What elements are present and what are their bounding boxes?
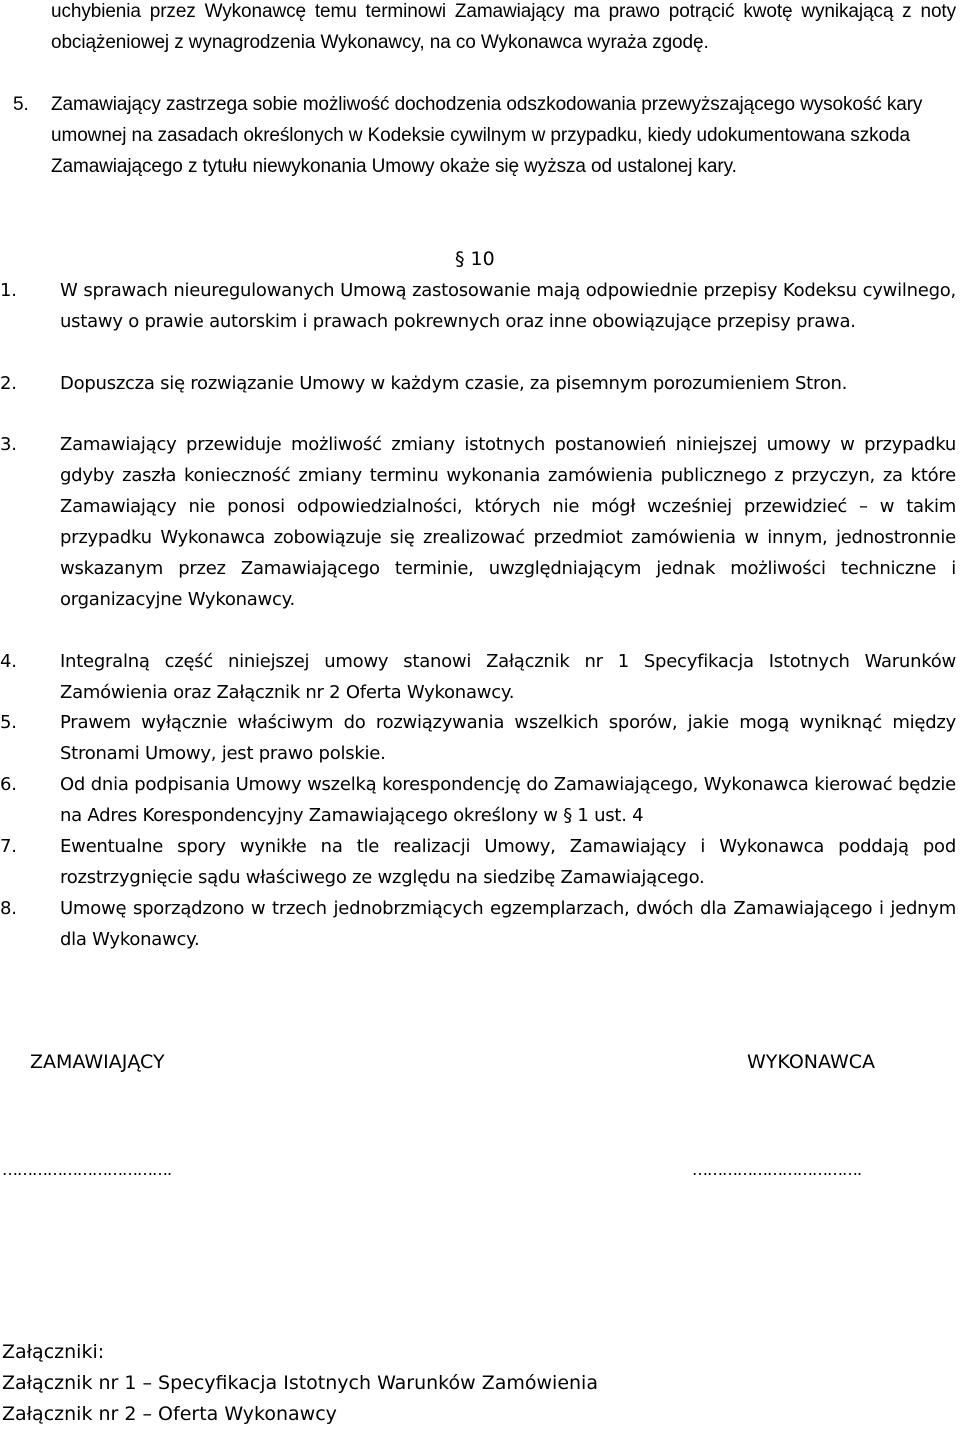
list-item-number: 5. <box>0 712 17 733</box>
list-item <box>0 831 956 893</box>
list-item-text: Integralną część niniejszej umowy stanowi Załącznik nr 1 Specyfikacja Istotnych Warunków Zamówienia oraz Załącznik nr 2 Oferta Wykonawcy. <box>60 651 956 703</box>
list-item-number: 3. <box>0 434 17 455</box>
attachment-item: Załącznik nr 2 – Oferta Wykonawcy <box>2 1403 337 1425</box>
signature-line-contractor: ……………………………. <box>692 1160 862 1179</box>
list-item-number: 8. <box>0 898 17 919</box>
prev-item-number: 5. <box>13 94 29 115</box>
list-item-text: Od dnia podpisania Umowy wszelką korespondencję do Zamawiającego, Wykonawca kierować będzie na Adres Korespondencyjny Zamawiającego określony w § 1 ust. 4 <box>60 774 956 826</box>
list-item-text: Umowę sporządzono w trzech jednobrzmiących egzemplarzach, dwóch dla Zamawiającego i jednym dla Wykonawcy. <box>60 898 956 950</box>
list-item <box>0 646 956 708</box>
list-item <box>0 429 956 615</box>
list-item-number: 6. <box>0 774 17 795</box>
prev-section-item <box>13 89 956 182</box>
signature-label-contractor: WYKONAWCA <box>747 1051 875 1073</box>
list-item-text: W sprawach nieuregulowanych Umową zastosowanie mają odpowiednie przepisy Kodeksu cywilnego, ustawy o prawie autorskim i prawach pokrewnych oraz inne obowiązujące przepisy prawa. <box>60 280 956 332</box>
signature-label-ordering-party: ZAMAWIAJĄCY <box>30 1051 165 1073</box>
list-item <box>0 368 956 399</box>
list-item-number: 4. <box>0 651 17 672</box>
list-item <box>0 707 956 769</box>
section-heading: § 10 <box>455 248 495 270</box>
continuation-paragraph <box>51 0 956 58</box>
list-item-number: 1. <box>0 280 17 301</box>
list-item <box>0 893 956 955</box>
attachment-item: Załącznik nr 1 – Specyfikacja Istotnych Warunków Zamówienia <box>2 1372 598 1394</box>
prev-item-text: Zamawiający zastrzega sobie możliwość dochodzenia odszkodowania przewyższającego wysokość kary umownej na zasadach określonych w Kodeksie cywilnym w przypadku, kiedy udokumentowana szkoda Zamawiającego z tytułu niewykonania Umowy okaże się wyższa od ustalonej kary. <box>51 94 923 177</box>
list-item-number: 7. <box>0 836 17 857</box>
signature-line-ordering-party: ……………………………. <box>2 1160 172 1179</box>
continuation-text: uchybienia przez Wykonawcę temu terminowi Zamawiający ma prawo potrącić kwotę wynikającą z noty obciążeniowej z wynagrodzenia Wykonawcy, na co Wykonawca wyraża zgodę. <box>51 1 956 53</box>
list-item-text: Zamawiający przewiduje możliwość zmiany istotnych postanowień niniejszej umowy w przypadku gdyby zaszła konieczność zmiany terminu wykonania zamówienia publicznego z przyczyn, za które Zamawiający nie ponosi odpowiedzialności, których nie mógł wcześniej przewidzieć – w takim przypadku Wykonawca zobowiązuje się zrealizować przedmiot zamówienia w innym, jednostronnie wskazanym przez Zamawiającego terminie, uwzględniającym jednak możliwości techniczne i organizacyjne Wykonawcy. <box>60 434 956 610</box>
list-item <box>0 769 956 831</box>
list-item-text: Prawem wyłącznie właściwym do rozwiązywania wszelkich sporów, jakie mogą wyniknąć między Stronami Umowy, jest prawo polskie. <box>60 712 956 764</box>
list-item-text: Ewentualne spory wynikłe na tle realizacji Umowy, Zamawiający i Wykonawca poddają pod rozstrzygnięcie sądu właściwego ze względu na siedzibę Zamawiającego. <box>60 836 956 888</box>
list-item-number: 2. <box>0 373 17 394</box>
list-item-text: Dopuszcza się rozwiązanie Umowy w każdym czasie, za pisemnym porozumieniem Stron. <box>60 373 848 394</box>
list-item <box>0 275 956 337</box>
attachments-heading: Załączniki: <box>2 1341 105 1363</box>
